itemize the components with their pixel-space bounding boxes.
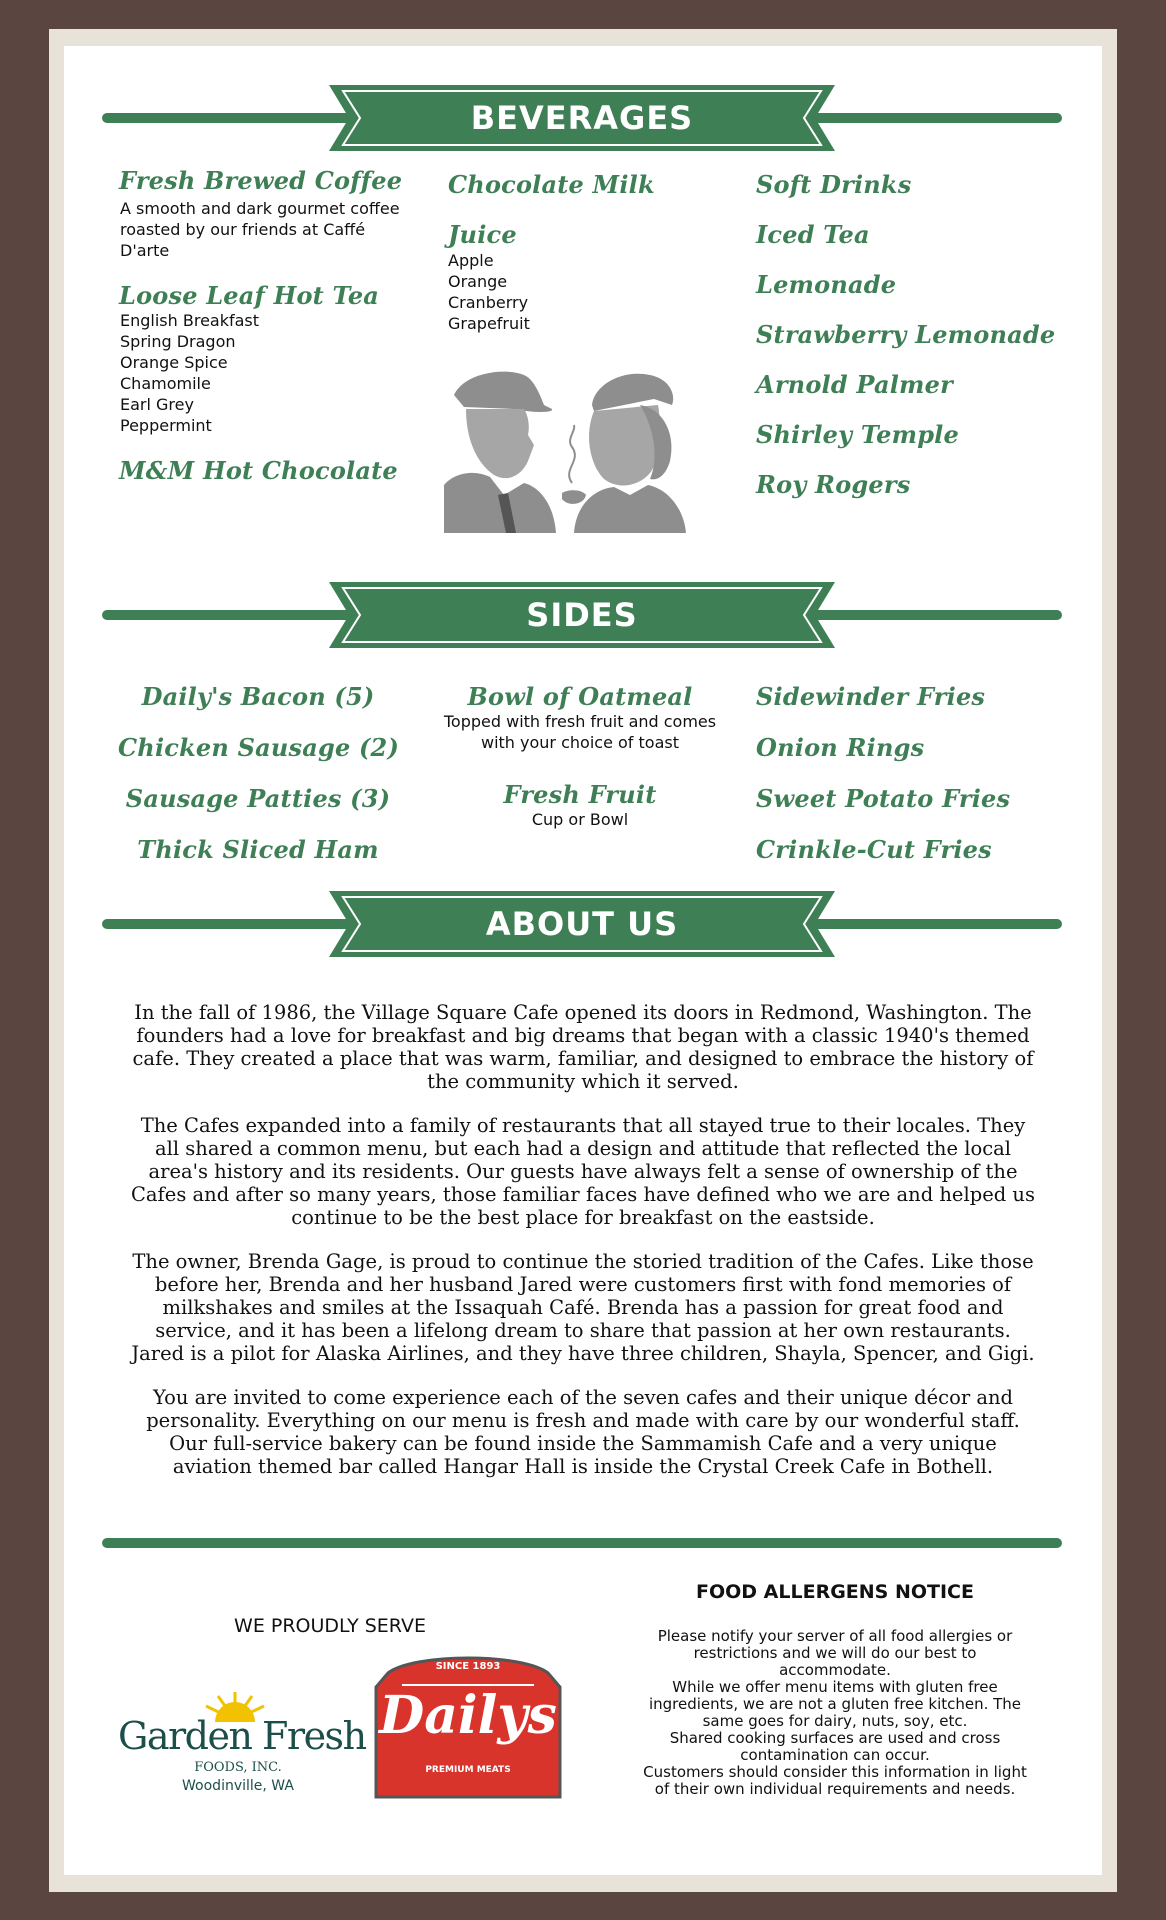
list-item: Daily's Bacon (5) — [141, 682, 375, 711]
list-item: Crinkle-Cut Fries — [756, 835, 992, 864]
vintage-couple-illustration — [444, 365, 686, 533]
coffee-name: Fresh Brewed Coffee — [119, 166, 403, 195]
list-item: Sausage Patties (3) — [125, 784, 391, 813]
about-banner — [102, 891, 1062, 957]
list-item: Cranberry — [448, 293, 529, 312]
list-item: Strawberry Lemonade — [756, 320, 1056, 349]
beverages-banner — [102, 85, 1062, 151]
coffee-description: A smooth and dark gourmet coffee roasted by our friends at Caffé D'arte — [120, 199, 400, 260]
list-item: Earl Grey — [120, 395, 194, 414]
about-paragraph: In the fall of 1986, the Village Square Cafe opened its doors in Redmond, Washington. The founders had a love for breakfast and big dreams that began with a classic 1940's themed cafe. They created a place that was warm, familiar, and designed to embrace the history of the community which it served. — [132, 1001, 1034, 1093]
allergens-notice: Please notify your server of all food allergies or restrictions and we will do our best to accommodate. While we offer menu items with gluten free ingredients, we are not a gluten free kitchen. The same goes for dairy, nuts, soy, etc. Shared cooking surfaces are used and cross contamination can occur. Customers should consider this information in light of their own individual requirements and needs. — [643, 1627, 1027, 1798]
list-item: Grapefruit — [448, 314, 530, 333]
list-item: Shirley Temple — [756, 420, 959, 449]
oatmeal-name: Bowl of Oatmeal — [467, 682, 693, 711]
allergens-title: FOOD ALLERGENS NOTICE — [696, 1581, 974, 1603]
tea-name: Loose Leaf Hot Tea — [119, 281, 380, 310]
sides-middle — [420, 682, 740, 830]
list-item: Roy Rogers — [756, 470, 911, 499]
juice-name: Juice — [448, 220, 517, 249]
list-item: Peppermint — [120, 416, 212, 435]
chocolate-milk-name: Chocolate Milk — [448, 170, 655, 199]
list-item: Apple — [448, 251, 494, 270]
list-item: Lemonade — [756, 270, 897, 299]
about-title: ABOUT US — [485, 905, 679, 943]
list-item: Orange Spice — [120, 353, 228, 372]
about-paragraph: The Cafes expanded into a family of restaurants that all stayed true to their locales. They all shared a common menu, but each had a design and attitude that reflected the local area's history and its residents. Our guests have always felt a sense of ownership of the Cafes and after so many years, those familiar faces have defined who we are and helped us continue to be the best place for breakfast on the eastside. — [131, 1114, 1035, 1229]
sides-right-list — [756, 682, 1010, 886]
hot-chocolate-name: M&M Hot Chocolate — [119, 456, 398, 485]
sides-title: SIDES — [526, 596, 638, 634]
juice-list — [448, 250, 530, 334]
beverage-right-list — [756, 170, 1055, 520]
list-item: Sweet Potato Fries — [756, 784, 1011, 813]
sides-banner — [102, 582, 1062, 648]
tea-list — [120, 310, 259, 436]
footer-divider — [102, 1538, 1062, 1548]
oatmeal-description: Topped with fresh fruit and comes with your choice of toast — [443, 712, 717, 752]
about-paragraph: The owner, Brenda Gage, is proud to continue the storied tradition of the Cafes. Like those before her, Brenda and her husband Jared were customers first with fond memories of milkshakes and smiles at the Issaquah Café. Brenda has a passion for great food and service, and it has been a lifelong dream to share that passion at her own restaurants. Jared is a pilot for Alaska Airlines, and they have three children, Shayla, Spencer, and Gigi. — [131, 1250, 1035, 1365]
list-item: Spring Dragon — [120, 332, 236, 351]
about-text — [130, 1001, 1036, 1499]
about-paragraph: You are invited to come experience each of the seven cafes and their unique décor and personality. Everything on our menu is fresh and made with care by our wonderful staff. Our full-service bakery can be found inside the Sammamish Cafe and a very unique aviation themed bar called Hangar Hall is inside the Crystal Creek Cafe in Bothell. — [146, 1386, 1020, 1478]
list-item: Onion Rings — [756, 733, 925, 762]
garden-fresh-logo: Garden Fresh FOODS, INC. Woodinville, WA — [118, 1690, 358, 1800]
proudly-serve-heading: WE PROUDLY SERVE — [234, 1615, 426, 1637]
fresh-fruit-name: Fresh Fruit — [503, 780, 657, 809]
list-item: Chamomile — [120, 374, 211, 393]
list-item: Iced Tea — [756, 220, 870, 249]
list-item: English Breakfast — [120, 311, 260, 330]
list-item: Thick Sliced Ham — [137, 835, 379, 864]
list-item: Soft Drinks — [756, 170, 912, 199]
list-item: Orange — [448, 272, 508, 291]
fresh-fruit-description: Cup or Bowl — [531, 810, 629, 829]
list-item: Sidewinder Fries — [756, 682, 986, 711]
sides-left-list — [118, 682, 398, 886]
beverages-title: BEVERAGES — [470, 99, 694, 137]
dailys-logo: SINCE 1893 Dailys PREMIUM MEATS — [374, 1647, 562, 1799]
list-item: Chicken Sausage (2) — [118, 733, 399, 762]
list-item: Arnold Palmer — [756, 370, 953, 399]
